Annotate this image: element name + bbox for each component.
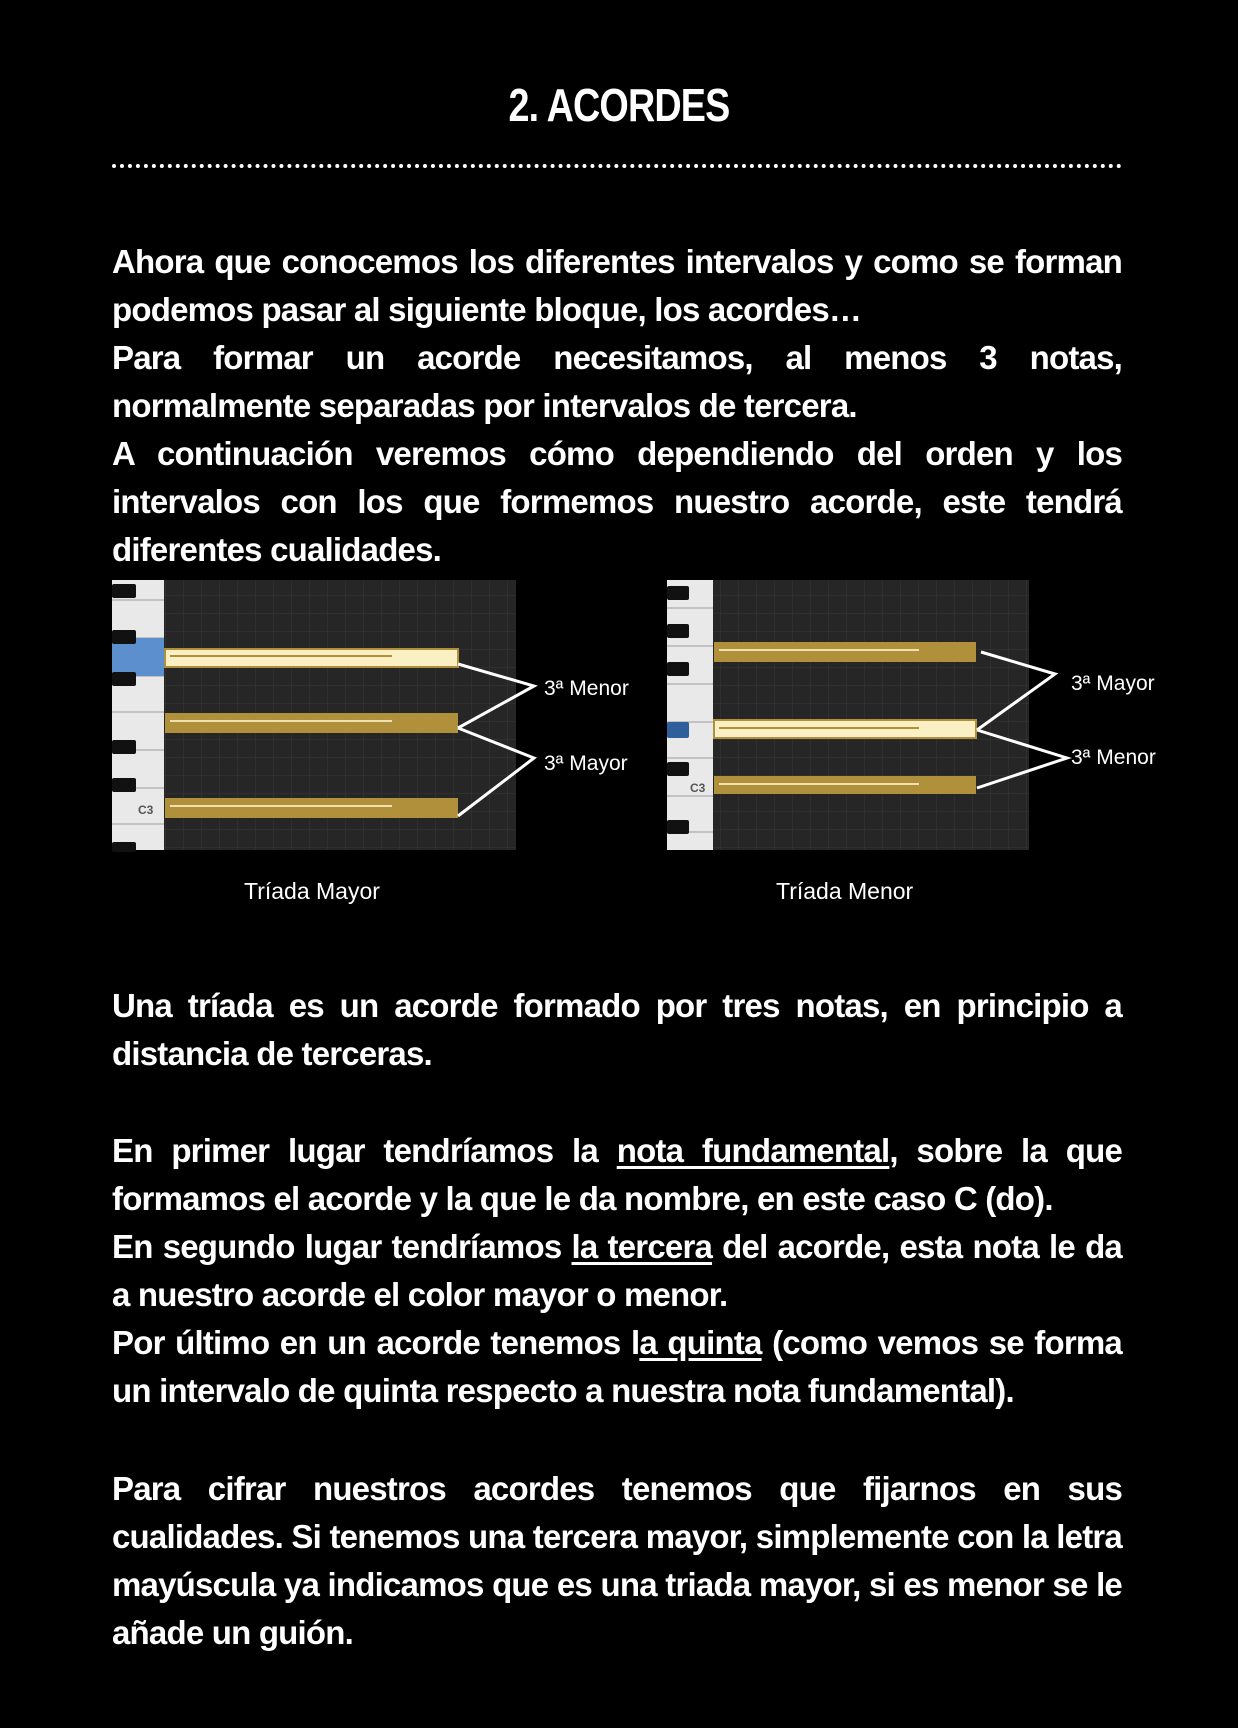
upper-interval-label: 3ª Mayor	[1071, 672, 1155, 695]
intro-paragraph-2: Para formar un acorde necesitamos, al menos 3 notas, normalmente separadas por intervalos de tercera.	[112, 339, 1122, 424]
page-title: 2. ACORDES	[508, 79, 730, 131]
fifth-term: a quinta	[639, 1324, 762, 1361]
fifth-paragraph	[112, 1319, 1122, 1415]
major-triad-caption: Tríada Mayor	[244, 878, 380, 904]
note-bottom	[714, 776, 976, 794]
dotted-divider	[112, 164, 1122, 168]
intro-text	[112, 238, 1122, 574]
upper-interval-label: 3ª Menor	[544, 677, 629, 700]
note-middle	[714, 720, 976, 738]
piano-keyboard	[667, 580, 713, 850]
third-pre: En segundo lugar tendríamos	[112, 1228, 572, 1265]
triad-paragraph: Una tríada es un acorde formado por tres notas, en principio a distancia de terceras.	[112, 987, 1122, 1072]
triad-definition	[112, 982, 1122, 1078]
fundamental-post: , sobre la que formamos el acorde y la que le da nombre, en este caso C (do).	[112, 1132, 1122, 1217]
lower-interval-label: 3ª Mayor	[544, 752, 628, 775]
fundamental-pre: En primer lugar tendríamos la	[112, 1132, 617, 1169]
major-triad-figure	[112, 578, 652, 852]
highlighted-black-key	[667, 722, 689, 738]
third-term: la tercera	[571, 1228, 713, 1265]
minor-triad-figure	[667, 578, 1167, 852]
intro-paragraph-3: A continuación veremos cómo dependiendo del orden y los intervalos con los que formemos nuestro acorde, este tendrá diferentes cualidades.	[112, 435, 1122, 568]
fundamental-paragraph	[112, 1127, 1122, 1223]
piano-roll-grid	[667, 580, 1029, 850]
cipher-paragraph: Para cifrar nuestros acordes tenemos que fijarnos en sus cualidades. Si tenemos una tercera mayor, simplemente con la letra mayúscula ya indicamos que es una triada mayor, si es menor se le añade un guión.	[112, 1470, 1122, 1651]
key-label-c3: C3	[690, 781, 706, 795]
intro-paragraph-1: Ahora que conocemos los diferentes intervalos y como se forman podemos pasar al siguiente bloque, los acordes…	[112, 243, 1122, 328]
note-middle	[165, 713, 458, 733]
fundamental-term: nota fundamental	[616, 1132, 890, 1169]
piano-keyboard	[112, 580, 164, 852]
third-paragraph	[112, 1223, 1122, 1319]
note-bottom	[165, 798, 458, 818]
chord-parts-text	[112, 1127, 1122, 1415]
fifth-pre: Por último en un acorde tenemos l	[112, 1324, 640, 1361]
third-post: del acorde, esta nota le da a nuestro acorde el color mayor o menor.	[112, 1228, 1122, 1313]
note-top	[165, 649, 458, 667]
minor-triad-caption: Tríada Menor	[776, 878, 914, 904]
lower-interval-label: 3ª Menor	[1071, 746, 1156, 769]
key-label-c3: C3	[138, 803, 154, 817]
note-top	[714, 642, 976, 662]
cipher-text	[112, 1465, 1122, 1657]
fifth-post: (como vemos se forma un intervalo de quinta respecto a nuestra nota fundamental).	[112, 1324, 1122, 1409]
